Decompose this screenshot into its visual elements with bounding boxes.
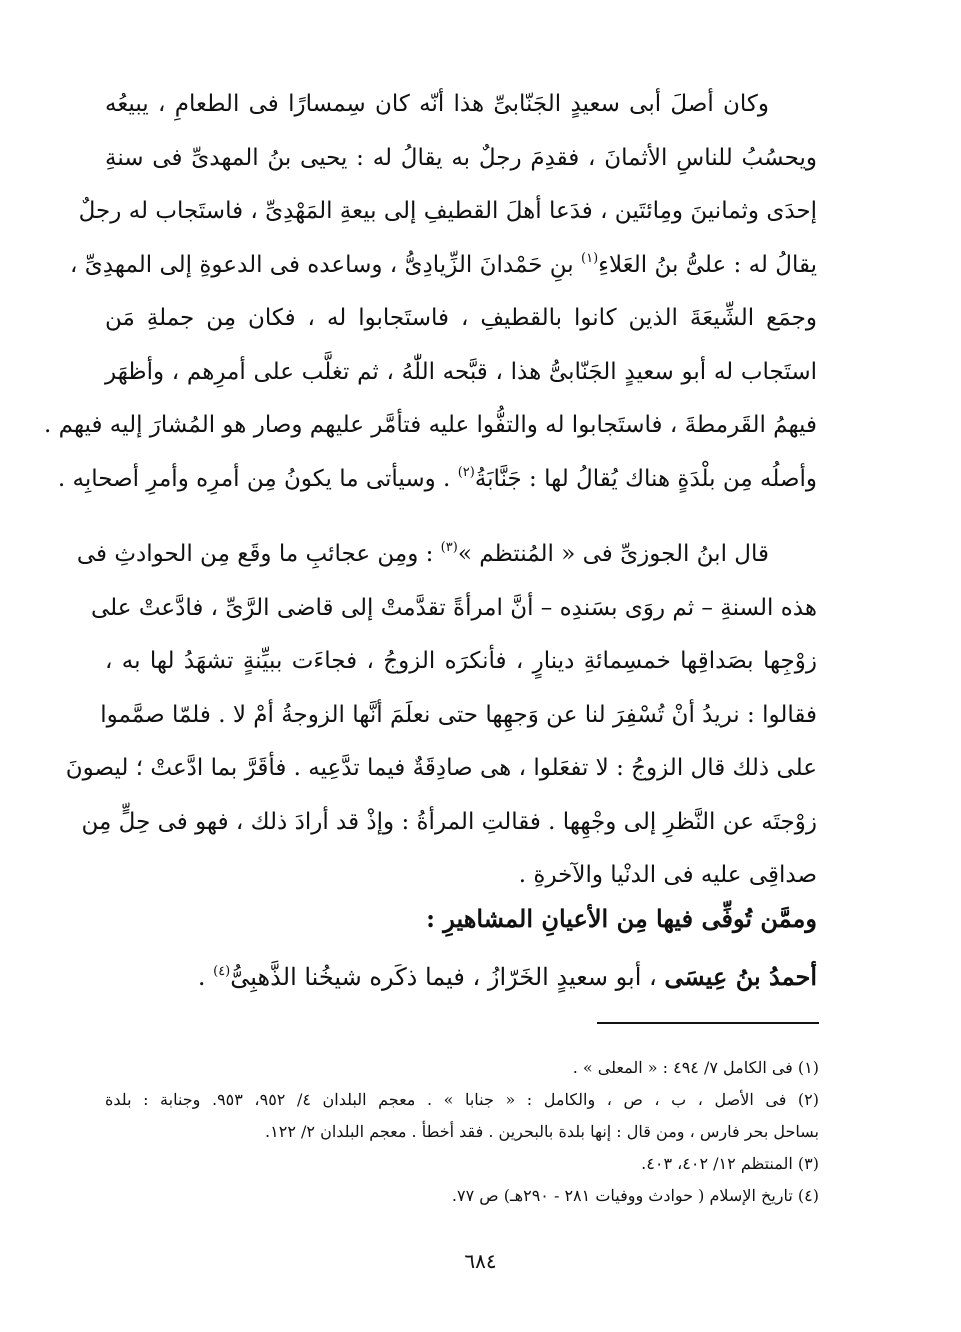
text-line [57,453,817,507]
text-line: زوْجِها بصَداقِها خمسِمائةِ دينارٍ ، فأنكرَه الزوجُ ، فجاءَت ببيِّنةٍ تشهَدُ لها به ، [105,648,817,674]
biography-entry [105,948,817,1006]
text-line [76,528,817,582]
page-number: ٦٨٤ [464,1249,497,1273]
deaths-section [105,890,817,1006]
text-line: ويحسُبُ للناسِ الأثمانَ ، فقدِمَ رجلٌ به يقالُ له : يحيى بنُ المهدىِّ فى سنةِ [105,144,817,171]
text-segment: . وسيأتى ما يكونُ مِن أمرِه وأمرِ أصحابِه . [57,465,451,492]
footnote-ref-3: (٣) [440,540,458,555]
section-heading: وممَّن تُوفِّى فيها مِن الأعيانِ المشاهيرِ : [426,904,817,933]
text-line: على ذلك قال الزوجُ : لا تفعَلوا ، هى صادِقَةٌ فيما تدَّعِيه . فأقَرَّ بما ادَّعتْ ؛ ليصونَ [65,755,817,781]
text-line: فقالوا : نريدُ أنْ تُسْفِرَ لنا عن وَجهِها حتى نعلَمَ أنَّها الزوجةُ أمْ لا . فلمّا صمَّموا [100,701,817,728]
text-line: إحدَى وثمانينَ ومِائتَين ، فدَعا أهلَ القطيفِ إلى بيعةِ المَهْدِىِّ ، فاستَجاب له رجلٌ [78,198,817,224]
text-line: صداقِى عليه فى الدنْيا والآخرةِ . [518,862,817,888]
main-text [44,78,817,903]
entry-end: . [197,963,206,991]
footnote: (٤) تاريخ الإسلام ( حوادث ووفيات ٢٨١ - ٢٩٠هـ) ص ٧٧. [451,1186,819,1205]
text-line: وجمَع الشِّيعَةَ الذين كانوا بالقطيفِ ، فاستَجابوا له ، فكان مِن جملةِ مَن [105,305,817,331]
text-line: استَجاب له أبو سعيدٍ الجَنّابىُّ هذا ، قبَّحه اللّٰهُ ، ثم تغلَّب على أمرِهم ، وأظهَر [105,358,817,385]
entry-name: أحمدُ بنُ عِيسَى [664,962,817,991]
entry-text: ، أبو سعيدٍ الخَرّازُ ، فيما ذكَره شيخُنا الذَّهبِىُّ [230,963,657,991]
footnote-divider [597,1022,819,1024]
footnote-ref-2: (٢) [457,464,475,480]
text-line [70,239,817,293]
text-line: فيهمُ القَرمطةَ ، فاستَجابوا له والتفُّوا عليه فتأمَّر عليهم وصار هو المُشارَ إليه فيهم . [44,412,817,438]
footnote: (٢) فى الأصل ، ب ، ص ، والكامل : « جنابا » . معجم البلدان ٤/ ٩٥٢، ٩٥٣. وجنابة : بلدة [105,1090,820,1109]
text-line: زوْجتَه عن النَّظرِ إلى وجْهِها . فقالتِ المرأةُ : وإذْ قد أرادَ ذلك ، فهو فى حِلٍّ مِن [81,808,817,835]
footnotes [105,1052,819,1212]
footnote-ref-4: (٤) [213,964,231,979]
footnote: (١) فى الكامل ٧/ ٤٩٤ : « المعلى » . [572,1058,819,1077]
paragraph-2 [65,528,817,903]
text-segment: بنِ حَمْدانَ الزِّيادِىُّ ، وساعده فى الدعوةِ إلى المهدِىِّ ، [70,251,574,278]
footnote-ref-1: (١) [581,250,599,266]
footnote: (٣) المنتظم ١٢/ ٤٠٢، ٤٠٣. [641,1154,819,1173]
text-segment: يقالُ له : علىُّ بنُ العَلاءِ [598,251,817,278]
footnote: بساحل بحر فارس ، ومن قال : إنها بلدة بالبحرين . فقد أخطأ . معجم البلدان ٢/ ١٢٢. [265,1122,819,1141]
text-segment: : ومِن عجائبِ ما وقَع مِن الحوادثِ فى [76,541,434,567]
text-line: وكان أصلَ أبى سعيدٍ الجَنّابىِّ هذا أنّه كان سِمسارًا فى الطعامِ ، يبيعُه [105,91,769,117]
paragraph-1 [44,78,817,506]
text-segment: وأصلُه مِن بلْدَةٍ هناك يُقالُ لها : جَنَّابَةُ [474,465,817,492]
text-segment: قال ابنُ الجوزىِّ فى « المُنتظم » [457,541,769,567]
text-line: هذه السنةِ – ثم روَى بسَندِه – أنَّ امرأةً تقدَّمتْ إلى قاضى الرَّىِّ ، فادَّعتْ على [91,594,817,621]
